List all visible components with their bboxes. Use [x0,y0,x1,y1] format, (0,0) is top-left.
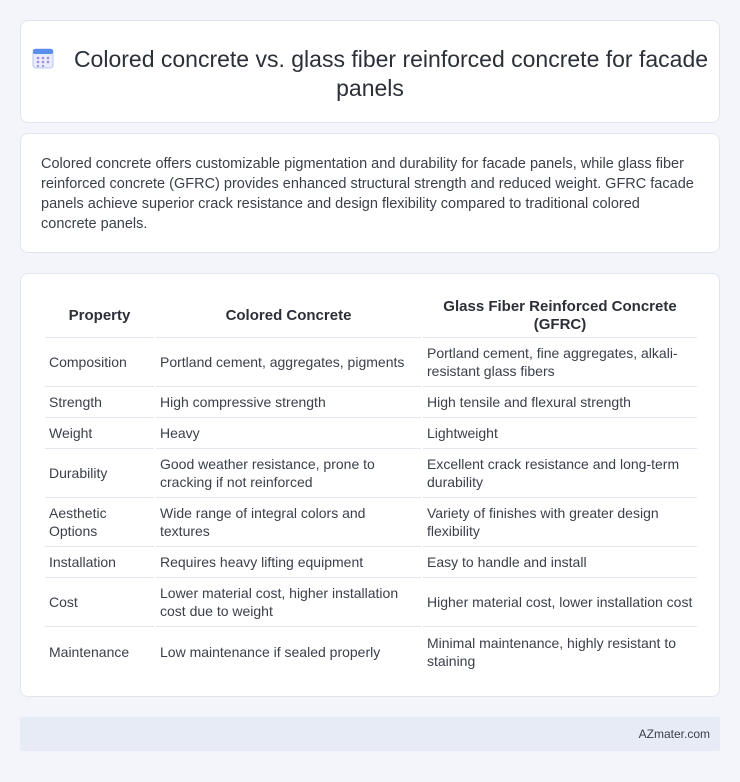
table-row [45,578,697,627]
table-row [45,547,697,578]
summary-text: Colored concrete offers customizable pigmentation and durability for facade panels, while glass fiber reinforced concrete (GFRC) provides enhanced structural strength and reduced weight. GFRC facade panels achieve superior crack resistance and design flexibility compared to traditional colored concrete panels. [41,156,694,232]
row-colored-value: Heavy [156,418,421,449]
table-row [45,418,697,449]
comparison-table [43,294,699,676]
row-gfrc-value: Variety of finishes with greater design flexibility [423,498,697,547]
row-gfrc-value: Excellent crack resistance and long-term durability [423,449,697,498]
footer-brand[interactable]: AZmater.com [638,727,710,741]
table-row [45,498,697,547]
row-property: Durability [45,449,154,498]
title-card [20,20,720,123]
footer-bar [20,717,720,751]
row-property: Weight [45,418,154,449]
row-property: Strength [45,387,154,418]
row-colored-value: Requires heavy lifting equipment [156,547,421,578]
table-row [45,387,697,418]
row-property: Cost [45,578,154,627]
row-gfrc-value: Higher material cost, lower installation cost [423,578,697,627]
header-property: Property [45,294,154,338]
row-gfrc-value: Lightweight [423,418,697,449]
row-gfrc-value: Portland cement, fine aggregates, alkali-resistant glass fibers [423,338,697,387]
table-row [45,449,697,498]
header-colored-concrete: Colored Concrete [156,294,421,338]
row-gfrc-value: Minimal maintenance, highly resistant to staining [427,634,677,669]
row-colored-value: Low maintenance if sealed properly [160,643,381,660]
row-colored-value: Wide range of integral colors and textures [156,498,421,547]
page-title-wrap [21,45,719,103]
table-row [45,338,697,387]
row-colored-value: High compressive strength [156,387,421,418]
comparison-table-card [20,273,720,697]
row-property: Installation [45,547,154,578]
row-gfrc-value: Easy to handle and install [423,547,697,578]
row-colored-value: Good weather resistance, prone to cracking if not reinforced [156,449,421,498]
row-property: Aesthetic Options [45,498,154,547]
table-header-row [45,294,697,338]
row-property: Composition [45,338,154,387]
row-property: Maintenance [49,643,130,660]
summary-card [20,133,720,253]
table-row [45,627,697,676]
row-colored-value: Lower material cost, higher installation cost due to weight [156,578,421,627]
row-gfrc-value: High tensile and flexural strength [423,387,697,418]
page-title: Colored concrete vs. glass fiber reinforced concrete for facade panels [73,46,709,101]
header-gfrc: Glass Fiber Reinforced Concrete (GFRC) [423,294,697,338]
row-colored-value: Portland cement, aggregates, pigments [156,338,421,387]
calendar-icon [32,47,54,69]
